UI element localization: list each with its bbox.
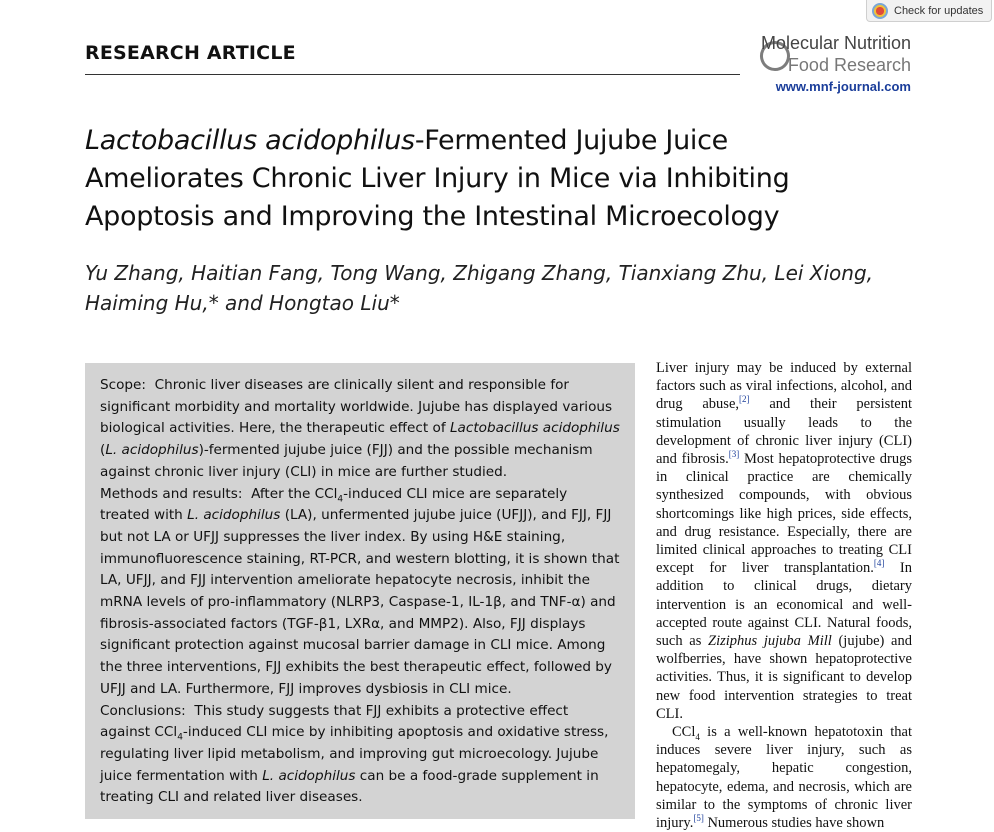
abstract-methods-text-3: (LA), unfermented jujube juice (UFJJ), and FJJ, FJJ but not LA or UFJJ suppresses the liver index. By using H&E staining, immunofluorescence staining, RT-PCR, and western blotting, it is shown that LA, UFJJ, and FJJ intervention ameliorate hepatocyte necrosis, inhibit the mRNA levels of pro-inflammatory (NLRP3, Caspase-1, IL-1β, and TNF-α) and fibrosis-associated factors (TGF-β1, LXRα, and MMP2). Also, FJJ displays significant protection against mucosal barrier damage in CLI mice. Among the three interventions, FJJ exhibits the best therapeutic effect, followed by UFJJ and LA. Furthermore, FJJ improves dysbiosis in CLI mice. [100, 507, 620, 697]
intro-p2-subscript: 4 [695, 731, 700, 742]
citation-link-3[interactable]: [3] [728, 449, 740, 460]
abstract-methods-heading: Methods and results: [100, 485, 243, 502]
intro-p1-text-e: (jujube) and wolfberries, have shown hepatoprotective activities. Thus, it is significant to develop new food intervention strategies to treat CLI. [656, 633, 912, 722]
abstract-methods [100, 484, 621, 701]
author-list [85, 258, 885, 318]
intro-p1-text-a: Liver injury may be induced by external factors such as viral infections, alcohol, and drug abuse, [656, 360, 912, 413]
introduction-column [656, 359, 912, 832]
abstract-methods-text: After the CCl [251, 485, 338, 502]
title-rest: -Fermented Jujube Juice Ameliorates Chronic Liver Injury in Mice via Inhibiting Apoptosis and Improving the Intestinal Microecology [85, 125, 790, 232]
citation-link-2[interactable]: [2] [739, 394, 750, 405]
abstract-conclusions-text-2: -induced CLI mice by inhibiting apoptosis and oxidative stress, regulating liver lipid metabolism, and improving gut microecology. Jujube juice fermentation with [100, 724, 609, 784]
journal-url-link[interactable]: www.mnf-journal.com [775, 79, 911, 94]
abstract-methods-text-2: -induced CLI mice are separately treated with [100, 485, 568, 524]
paper-title [85, 122, 885, 236]
abstract-methods-subscript: 4 [337, 494, 344, 505]
intro-p1-species: Ziziphus jujuba Mill [708, 633, 832, 650]
check-for-updates-button[interactable] [866, 0, 992, 22]
journal-name-line1: Molecular Nutrition [760, 33, 911, 53]
abstract-methods-species: L. acidophilus [187, 507, 281, 524]
journal-logo [742, 33, 914, 78]
citation-link-4[interactable]: [4] [873, 558, 885, 569]
intro-p1-text-d: In addition to clinical drugs, dietary intervention is an economical and well-accepted route against CLI. Natural foods, such as [656, 560, 912, 650]
abstract-scope-species: Lactobacillus acidophilus [449, 420, 620, 437]
abstract-scope-species-abbrev: L. acidophilus [105, 442, 199, 459]
intro-p2-text-c: Numerous studies have shown [703, 815, 885, 832]
journal-name-line2: Food Research [787, 55, 911, 75]
abstract-scope [100, 375, 621, 484]
intro-paragraph-2 [656, 723, 912, 832]
abstract-conclusions-heading: Conclusions: [100, 702, 186, 719]
abstract-scope-text: Chronic liver diseases are clinically silent and responsible for significant morbidity and mortality worldwide. Jujube has displayed various biological activities. Here, the therapeutic effect of [100, 377, 613, 437]
intro-paragraph-1 [656, 359, 912, 723]
crossmark-icon [872, 3, 888, 19]
abstract-conclusions-subscript: 4 [177, 732, 183, 743]
author-line-1: Yu Zhang, Haitian Fang, Tong Wang, Zhigang Zhang, Tianxiang Zhu, Lei Xiong, [85, 261, 874, 285]
title-italic-species: Lactobacillus acidophilus [85, 125, 415, 156]
abstract-conclusions-species: L. acidophilus [262, 767, 356, 784]
abstract-box [85, 363, 635, 819]
citation-link-5[interactable]: [5] [693, 813, 704, 824]
abstract-conclusions-text: This study suggests that FJJ exhibits a protective effect against CCl [100, 702, 569, 741]
intro-p1-text-b: and their persistent stimulation usually leads to the development of chronic liver injury (CLI) and fibrosis. [656, 396, 912, 468]
intro-p2-text-b: is a well-known hepatotoxin that induces severe liver injury, such as hepatomegaly, hepatic congestion, hepatocyte, edema, and necrosis, which are similar to the symptoms of chronic liver injury. [656, 724, 912, 832]
abstract-scope-text-2: ( [100, 442, 106, 459]
author-line-2: Haiming Hu,* and Hongtao Liu* [85, 291, 400, 315]
intro-p1-text-c: Most hepatoprotective drugs in clinical practice are chemically synthesized compounds, with obvious shortcomings like high prices, side effects, and drug resistance. Especially, there are limited clinical approaches to treating CLI except for liver transplantation. [656, 451, 912, 577]
intro-p2-text-a: CCl [672, 724, 696, 741]
abstract-conclusions-text-3: can be a food-grade supplement in treating CLI and related liver diseases. [100, 767, 599, 806]
article-type-label: RESEARCH ARTICLE [85, 42, 296, 64]
header-divider [85, 74, 740, 75]
check-for-updates-label: Check for updates [894, 4, 984, 17]
abstract-scope-heading: Scope: [100, 377, 146, 393]
abstract-conclusions [100, 701, 621, 810]
abstract-scope-text-3: )-fermented jujube juice (FJJ) and the possible mechanism against chronic liver injury (CLI) in mice are further studied. [100, 442, 593, 480]
